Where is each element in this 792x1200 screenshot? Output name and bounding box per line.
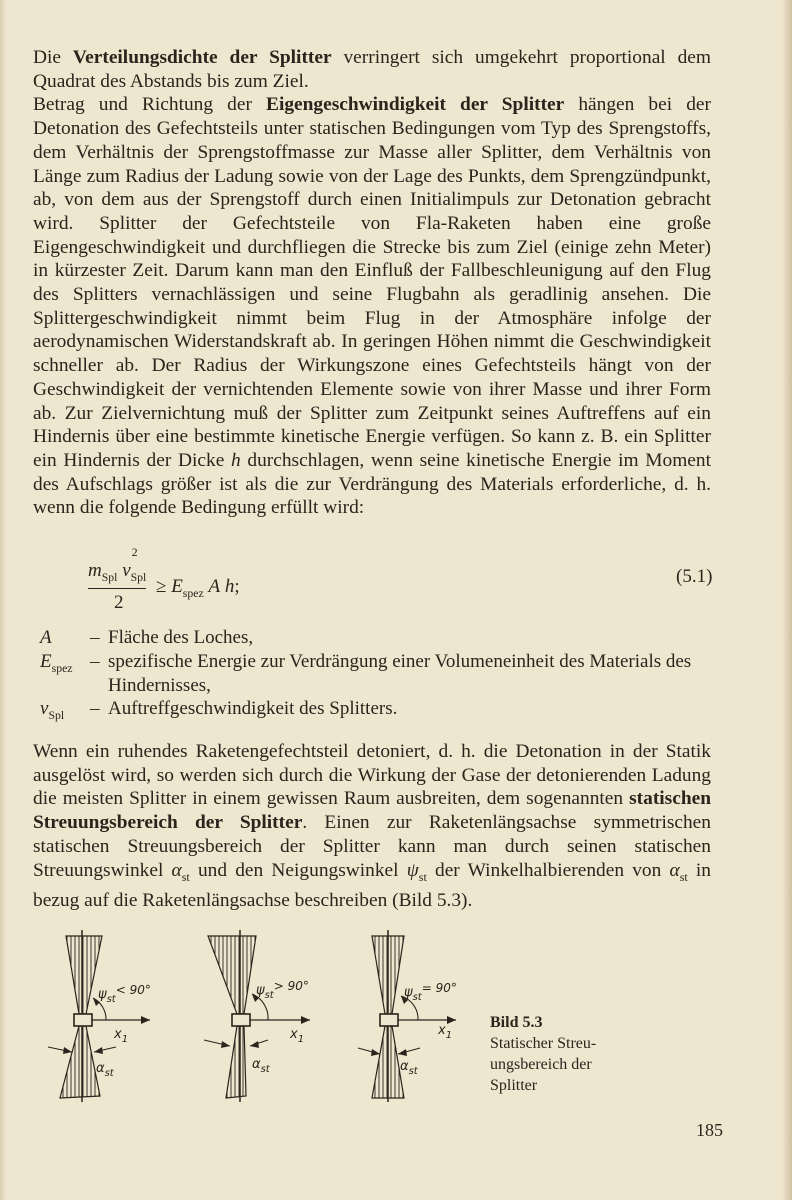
text-run: hängen bei der Detonation des Gefechtsteils unter statischen Bedingungen vom Typ des Sprengstoffs, dem Verhältnis der Sprengstoffmasse zur Masse aller Splitter, dem Verhältnis von Länge zum Radius der Ladung sowie von der Lage des Punkts, dem Sprengzündpunkt, ab, von dem aus der Sprengstoff durch einen Initialimpuls zur Detonation gebracht wird. Splitter der Gefechtsteile von Fla-Raketen haben eine große Eigengeschwindigkeit und durchfliegen die Strecke bis zum Ziel (einige zehn Meter) in kürzester Zeit. Darum kann man den Einfluß der Fallbeschleunigung auf den Flug des Splitters vernachlässigen und seine Flugbahn als geradlinig ansehen. Die Splittergeschwindigkeit nimmt beim Flug in der Atmosphäre infolge der aerodynamischen Widerstandskraft ab. In geringen Höhen nimmt die Geschwindigkeit schneller ab. Der Radius der Wirkungszone eines Gefechtsteils hängt von der Geschwindigkeit der vernichtenden Elemente sowie von ihrer Masse und ihrer Form ab. Zur Zielvernichtung muß der Splitter zum Zeitpunkt seines Auftreffens auf ein Hindernis über eine bestimmte kinetische Energie verfügen. So kann z. B. ein Splitter ein Hindernis der Dicke xyxy=(33,94,711,471)
legend-symbol: $E_{spez}$ xyxy=(40,651,73,675)
axis-label-x1: $x_1$ xyxy=(290,1027,305,1045)
paragraph-2 xyxy=(33,94,711,518)
legend-text: spezifische Energie zur Verdrängung einer Volumeneinheit des Materials des Hindernisses, xyxy=(108,651,692,696)
geq-sign: ≥ xyxy=(156,576,172,597)
text-run: verringert sich umgekehrt proportional dem Quadrat des Abstands bis zum Ziel. xyxy=(33,47,711,92)
text-run: Betrag und Richtung der xyxy=(33,94,267,116)
legend-text: Auftreffgeschwindigkeit des Splitters. xyxy=(108,698,398,720)
figure-caption xyxy=(490,1012,596,1096)
subscript: Spl xyxy=(101,570,118,584)
axis-label-x1: $x_1$ xyxy=(438,1023,453,1041)
psi-label: $\psi_{st}< 90^\circ$ xyxy=(98,983,151,1005)
diagram-psi-less-90 xyxy=(48,930,151,1102)
diagram-psi-greater-90 xyxy=(204,930,310,1102)
text-run: . Einen zur Raketenlängsachse symmetrischen statischen Streuungsbereich der Splitter kann man durch seinen statischen Streuungswinkel xyxy=(33,812,711,881)
symbol-alpha: α xyxy=(669,859,680,881)
legend-text: Fläche des Loches, xyxy=(108,627,254,648)
page-edge-shadow xyxy=(782,0,792,1200)
text-run: Die xyxy=(33,47,73,68)
symbol-alpha: α xyxy=(171,859,182,881)
text-run: der Winkelhalbierenden von xyxy=(426,859,670,881)
legend-symbol: A xyxy=(40,627,52,648)
symbol-legend xyxy=(40,626,720,721)
text-run: und den Neigungswinkel xyxy=(189,859,407,881)
semicolon: ; xyxy=(234,576,240,597)
symbol-psi: ψ xyxy=(406,859,419,881)
exponent: 2 xyxy=(131,545,138,559)
text-run: Wenn ein ruhendes Raketengefechtsteil detoniert, d. h. die Detonation in der Statik ausgelöst wird, so werden sich durch die Wirkung der Gase der detonierenden Ladung die meisten Splitter in einem gewissen Raum ausbreiten, dem sogenannten xyxy=(33,741,711,810)
caption-line: ungsbereich der xyxy=(490,1056,592,1073)
subscript: st xyxy=(679,869,688,884)
formula-5-1 xyxy=(88,545,288,620)
caption-line: Splitter xyxy=(490,1077,538,1094)
legend-row xyxy=(40,650,720,697)
fraction-bar xyxy=(88,588,146,589)
fragment-dispersion-diagrams xyxy=(46,930,486,1102)
legend-dash: – xyxy=(90,651,100,672)
subscript: Spl xyxy=(130,570,147,584)
bold-term-eigengeschwindigkeit: Eigengeschwindigkeit der Splitter xyxy=(266,94,565,116)
caption-title: Bild 5.3 xyxy=(490,1014,543,1031)
axis-label-x1: $x_1$ xyxy=(114,1027,129,1045)
formula-rhs xyxy=(156,576,240,601)
subscript: st xyxy=(418,869,427,884)
psi-label: $\psi_{st}> 90^\circ$ xyxy=(256,979,309,1001)
alpha-label: $\alpha_{st}$ xyxy=(96,1061,114,1079)
symbol-h: h xyxy=(224,576,235,597)
symbol-h: h xyxy=(231,449,241,471)
page-gutter-shadow xyxy=(0,0,6,1200)
bold-term-verteilungsdichte: Verteilungsdichte der Splitter xyxy=(72,47,332,68)
legend-row xyxy=(40,626,720,650)
bold-term-streuungsbereich: statischen Streuungsbereich der Splitter xyxy=(33,788,711,834)
body-text xyxy=(33,46,711,520)
subscript: spez xyxy=(182,586,204,600)
legend-symbol: $v_{Spl}$ xyxy=(40,698,65,723)
text-run: in bezug auf die Raketenlängsachse beschreiben (Bild 5.3). xyxy=(33,859,711,912)
legend-dash: – xyxy=(90,698,100,720)
page-number: 185 xyxy=(696,1120,723,1140)
legend-row xyxy=(40,697,720,721)
paragraph-3 xyxy=(33,740,711,913)
paragraph-1 xyxy=(33,47,711,92)
fraction-numerator xyxy=(88,545,147,585)
alpha-label: $\alpha_{st}$ xyxy=(400,1059,418,1077)
subscript: st xyxy=(181,869,190,884)
legend-dash: – xyxy=(90,627,100,648)
symbol-A: A xyxy=(208,576,221,597)
diagram-psi-equal-90 xyxy=(358,930,457,1102)
symbol-E: E xyxy=(171,576,183,597)
psi-label: $\psi_{st}= 90^\circ$ xyxy=(404,981,457,1003)
equation-number: (5.1) xyxy=(676,566,713,587)
text-run: durchschlagen, wenn seine kinetische Energie im Moment des Aufschlags größer ist als die zur Verdrängung des Materials erforderliche, d. h. wenn die folgende Bedingung erfüllt wird: xyxy=(33,449,711,519)
symbol-m: m xyxy=(88,560,102,581)
caption-line: Statischer Streu- xyxy=(490,1035,597,1052)
symbol-v: v xyxy=(122,560,131,581)
figure-5-3 xyxy=(46,930,486,1102)
alpha-label: $\alpha_{st}$ xyxy=(252,1057,270,1075)
fraction-denominator: 2 xyxy=(114,592,124,613)
